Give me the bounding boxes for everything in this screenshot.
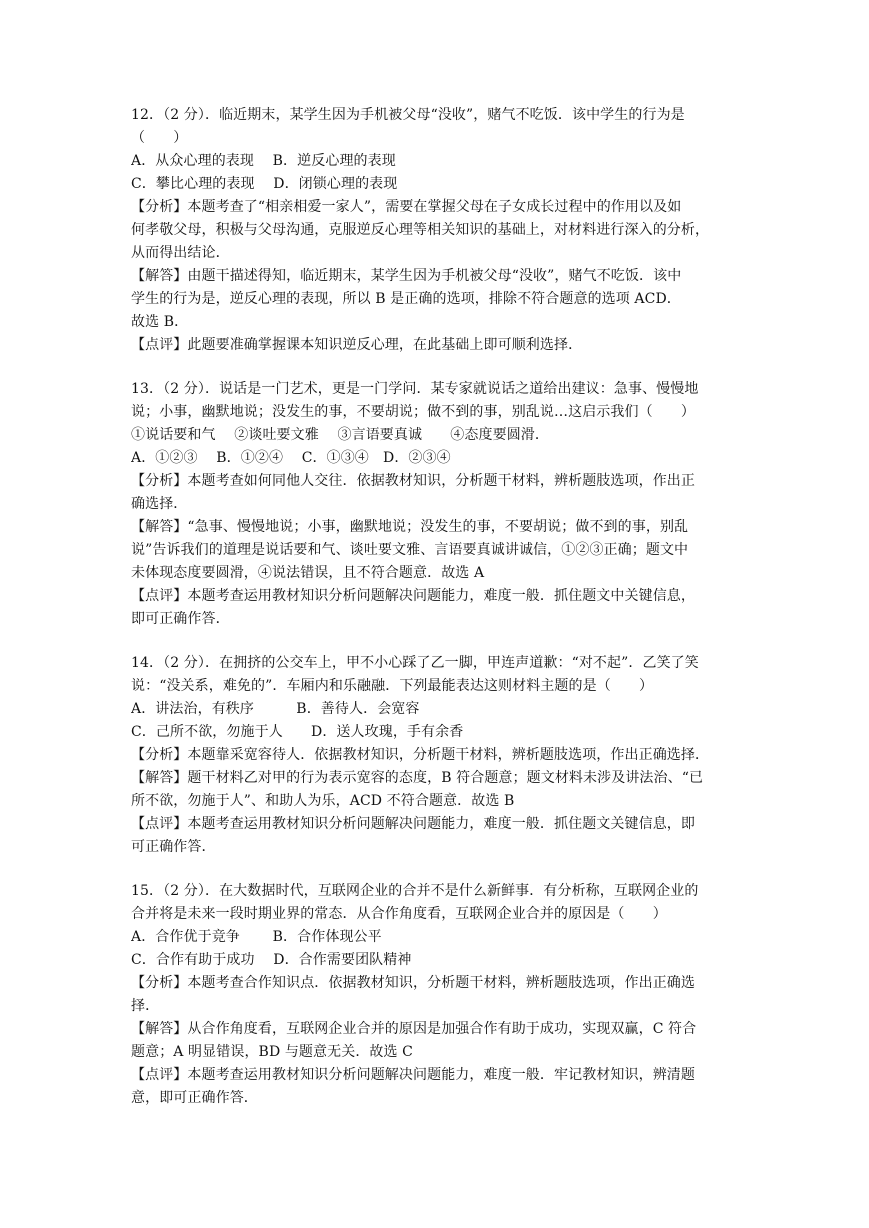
question-15-analysis-cont: 择． [131, 998, 160, 1014]
question-12-stem-cont: （ ） [131, 130, 188, 146]
question-12-answer: 【解答】由题干描述得知，临近期末，某学生因为手机被父母“没收”，赌气不吃饭．该中 [131, 268, 682, 284]
question-14-comment-cont: 可正确作答． [131, 839, 216, 855]
question-13-stem-cont: 说；小事，幽默地说；没发生的事，不要胡说；做不到的事，别乱说…这启示我们（ ） [131, 404, 695, 420]
question-15-stem: 15．（2 分）．在大数据时代，互联网企业的合并不是什么新鲜事．有分析称，互联网企业的 [131, 883, 699, 899]
question-14-answer: 【解答】题干材料乙对甲的行为表示宽容的态度，B 符合题意；题文材料未涉及讲法治、“已 [131, 770, 704, 786]
question-13-comment-cont: 即可正确作答． [131, 611, 230, 627]
question-13-answer-cont: 说”告诉我们的道理是说话要和气、谈吐要文雅、言语要真诚讲诚信，①②③正确；题文中 [131, 542, 689, 558]
question-12-analysis-cont: 何孝敬父母，积极与父母沟通，克服逆反心理等相关知识的基础上，对材料进行深入的分析， [131, 222, 710, 238]
question-13-stem: 13．（2 分）．说话是一门艺术，更是一门学问．某专家就说话之道给出建议：急事、慢慢地 [131, 381, 699, 397]
question-14-options-cd: C．己所不欲，勿施于人 D．送人玫瑰，手有余香 [131, 724, 464, 740]
question-15-stem-cont: 合并将是未来一段时期业界的常态．从合作角度看，互联网企业合并的原因是（ ） [131, 906, 667, 922]
question-13-options: A．①②③ B．①②④ C．①③④ D．②③④ [131, 450, 451, 466]
question-12-options-ab: A．从众心理的表现 B．逆反心理的表现 [131, 153, 396, 169]
question-13-comment: 【点评】本题考查运用教材知识分析问题解决问题能力，难度一般．抓住题文中关键信息， [131, 588, 695, 604]
question-15-comment-cont: 意，即可正确作答． [131, 1090, 258, 1106]
question-14-answer-cont: 所不欲，勿施于人”、和助人为乐，ACD 不符合题意．故选 B [131, 793, 515, 809]
question-12-stem: 12．（2 分）．临近期末，某学生因为手机被父母“没收”，赌气不吃饭．该中学生的行为是 [131, 107, 685, 123]
question-12-analysis: 【分析】本题考查了“相亲相爱一家人”，需要在掌握父母在子女成长过程中的作用以及如 [131, 199, 682, 215]
question-12-answer-cont: 学生的行为是，逆反心理的表现，所以 B 是正确的选项，排除不符合题意的选项 ACD． [131, 291, 681, 307]
question-12-analysis-cont: 从而得出结论． [131, 245, 230, 261]
question-12-answer-cont: 故选 B． [131, 314, 189, 330]
question-14-analysis: 【分析】本题靠采宽容待人．依据教材知识，分析题干材料，辨析题肢选项，作出正确选择． [131, 747, 710, 763]
question-15-answer-cont: 题意；A 明显错误，BD 与题意无关．故选 C [131, 1044, 413, 1060]
question-12-options-cd: C．攀比心理的表现 D．闭锁心理的表现 [131, 176, 398, 192]
question-13-analysis: 【分析】本题考查如何同他人交往．依据教材知识，分析题干材料，辨析题肢选项，作出正 [131, 473, 695, 489]
question-13-statements: ①说话要和气 ②谈吐要文雅 ③言语要真诚 ④态度要圆滑． [131, 427, 549, 443]
question-15-answer: 【解答】从合作角度看，互联网企业合并的原因是加强合作有助于成功，实现双赢，C 符合 [131, 1021, 697, 1037]
question-15-options-cd: C．合作有助于成功 D．合作需要团队精神 [131, 952, 412, 968]
question-15-analysis: 【分析】本题考查合作知识点．依据教材知识，分析题干材料，辨析题肢选项，作出正确选 [131, 975, 695, 991]
question-13-answer: 【解答】“急事、慢慢地说；小事，幽默地说；没发生的事，不要胡说；做不到的事，别乱 [131, 519, 689, 535]
question-15-options-ab: A．合作优于竞争 B．合作体现公平 [131, 929, 382, 945]
question-13-answer-cont: 未体现态度要圆滑，④说法错误，且不符合题意．故选 A [131, 565, 485, 581]
question-13-analysis-cont: 确选择． [131, 496, 188, 512]
question-14-comment: 【点评】本题考查运用教材知识分析问题解决问题能力，难度一般．抓住题文关键信息，即 [131, 816, 695, 832]
question-14-options-ab: A．讲法治，有秩序 B．善待人．会宽容 [131, 701, 420, 717]
question-15-comment: 【点评】本题考查运用教材知识分析问题解决问题能力，难度一般．牢记教材知识，辨清题 [131, 1067, 695, 1083]
question-14-stem: 14．（2 分）．在拥挤的公交车上，甲不小心踩了乙一脚，甲连声道歉：“对不起”．乙笑了笑 [131, 655, 699, 671]
question-12-comment: 【点评】此题要准确掌握课本知识逆反心理，在此基础上即可顺利选择． [131, 337, 583, 353]
question-14-stem-cont: 说：“没关系，难免的”．车厢内和乐融融．下列最能表达这则材料主题的是（ ） [131, 678, 654, 694]
